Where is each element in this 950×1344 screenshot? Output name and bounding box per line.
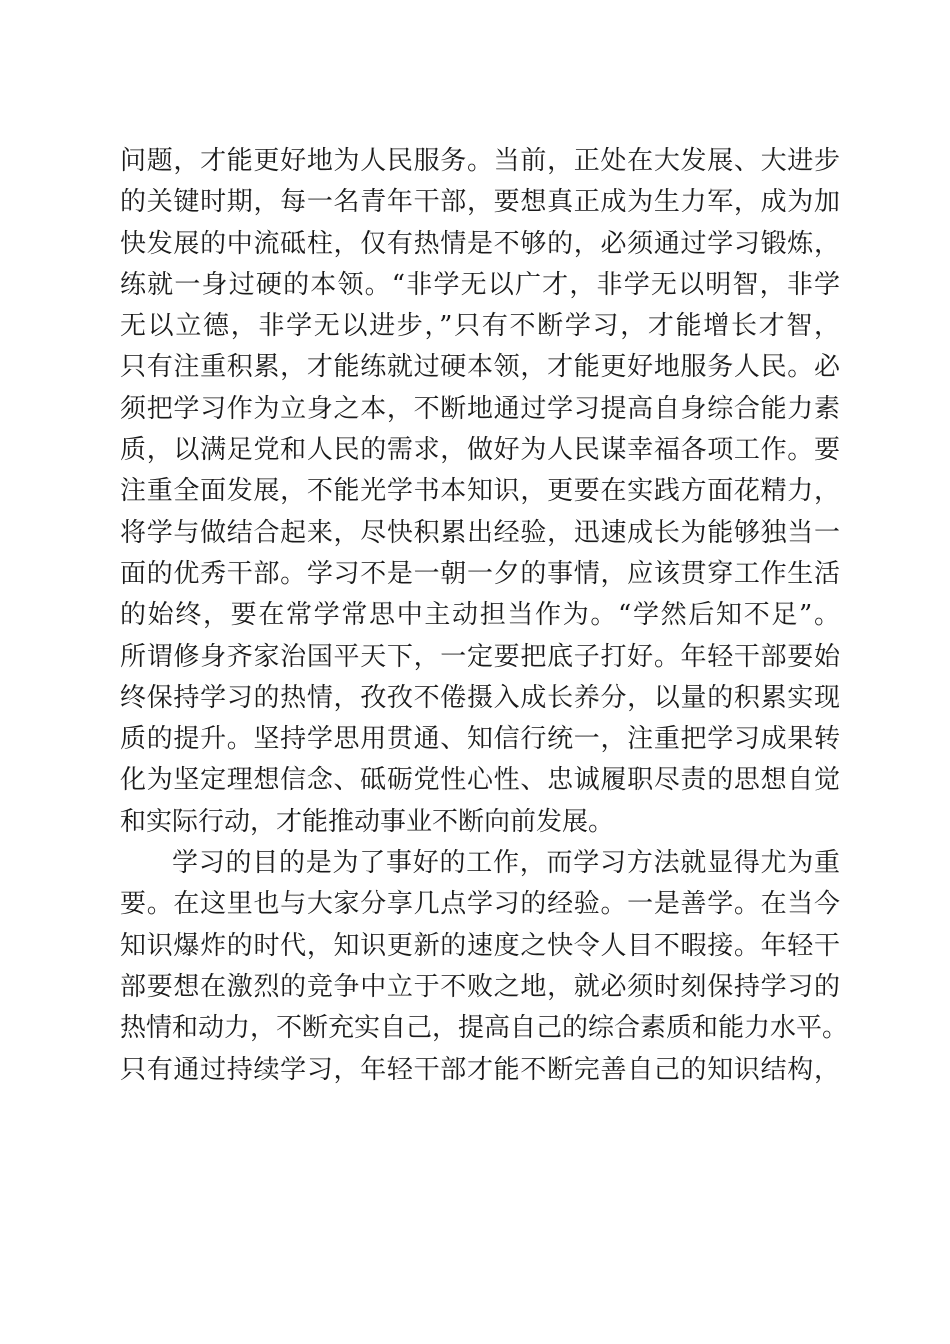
text-line: 的关键时期，每一名青年干部，要想真正成为生力军，成为加 — [120, 187, 840, 218]
text-line: 所谓修身齐家治国平天下，一定要把底子打好。年轻干部要始 — [120, 641, 840, 672]
text-line: 面的优秀干部。学习不是一朝一夕的事情，应该贯穿工作生活 — [120, 558, 840, 589]
text-line: 化为坚定理想信念、砥砺党性心性、忠诚履职尽责的思想自觉 — [120, 765, 840, 796]
text-line: 只有注重积累，才能练就过硬本领，才能更好地服务人民。必 — [120, 352, 840, 383]
text-line: 将学与做结合起来，尽快积累出经验，迅速成长为能够独当一 — [120, 517, 840, 548]
paragraph-2 — [120, 843, 849, 1091]
text-line: 只有通过持续学习，年轻干部才能不断完善自己的知识结构， — [120, 1054, 840, 1085]
text-line: 无以立德，非学无以进步，”只有不断学习，才能增长才智， — [120, 311, 840, 342]
text-line: 须把学习作为立身之本，不断地通过学习提高自身综合能力素 — [120, 393, 840, 424]
text-line: 质，以满足党和人民的需求，做好为人民谋幸福各项工作。要 — [120, 435, 840, 466]
text-line: 注重全面发展，不能光学书本知识，更要在实践方面花精力， — [120, 476, 840, 507]
text-line: 知识爆炸的时代，知识更新的速度之快令人目不暇接。年轻干 — [120, 930, 840, 961]
text-line: 的始终，要在常学常思中主动担当作为。“学然后知不足”。 — [120, 600, 840, 631]
text-line: 终保持学习的热情，孜孜不倦摄入成长养分，以量的积累实现 — [120, 682, 840, 713]
text-line: 快发展的中流砥柱，仅有热情是不够的，必须通过学习锻炼， — [120, 228, 840, 259]
text-line: 部要想在激烈的竞争中立于不败之地，就必须时刻保持学习的 — [120, 971, 840, 1002]
text-line: 学习的目的是为了事好的工作，而学习方法就显得尤为重 — [172, 848, 840, 879]
text-line: 问题，才能更好地为人民服务。当前，正处在大发展、大进步 — [120, 146, 840, 176]
text-line: 质的提升。坚持学思用贯通、知信行统一，注重把学习成果转 — [120, 724, 840, 755]
text-line: 和实际行动，才能推动事业不断向前发展。 — [120, 806, 615, 837]
paragraph-1 — [120, 141, 840, 843]
text-line: 热情和动力，不断充实自己，提高自己的综合素质和能力水平。 — [120, 1013, 849, 1044]
body-text — [120, 141, 849, 1091]
text-line: 练就一身过硬的本领。“非学无以广才，非学无以明智，非学 — [120, 269, 840, 300]
text-line: 要。在这里也与大家分享几点学习的经验。一是善学。在当今 — [120, 889, 840, 920]
